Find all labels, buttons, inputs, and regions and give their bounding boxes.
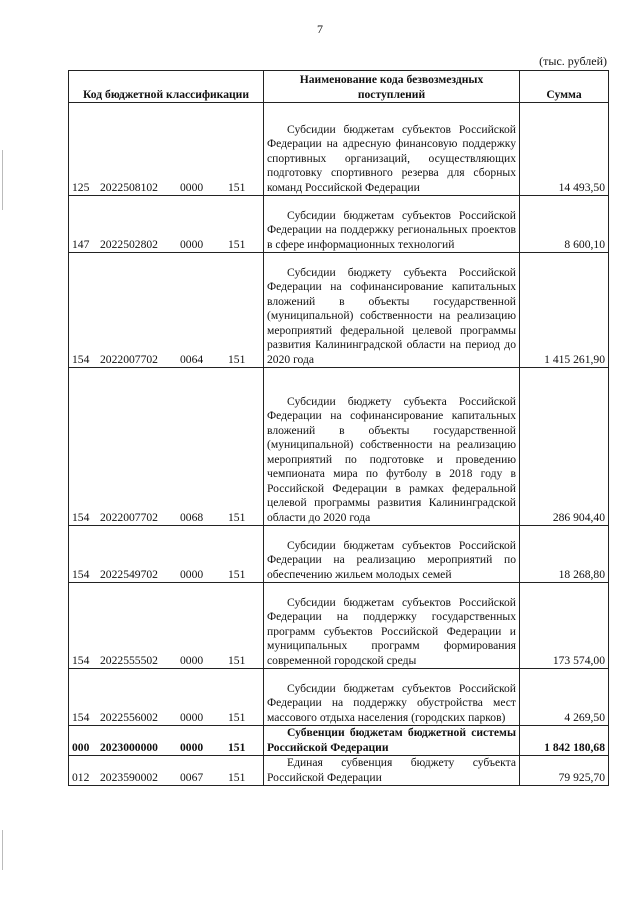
- code-program: 0068: [180, 510, 204, 524]
- item-amount: 14 493,50: [520, 103, 609, 196]
- budget-code: [69, 253, 264, 368]
- code-type: 2022007702: [100, 352, 158, 366]
- binding-mark: [2, 150, 3, 210]
- page-number: 7: [317, 22, 323, 36]
- item-amount: 4 269,50: [520, 669, 609, 726]
- header-name: Наименование кода безвозмездных поступлений: [264, 71, 520, 103]
- code-type: 2022502802: [100, 237, 158, 251]
- code-program: 0000: [180, 567, 204, 581]
- code-program: 0000: [180, 740, 204, 754]
- code-type: 2023000000: [100, 740, 158, 754]
- item-amount: 286 904,40: [520, 368, 609, 526]
- units-label: (тыс. рублей): [539, 54, 607, 68]
- budget-code: [69, 726, 264, 756]
- budget-code: [69, 669, 264, 726]
- code-admin: 147: [72, 237, 90, 251]
- item-name: [264, 583, 520, 669]
- item-name-text: Субсидии бюджетам субъектов Российской Федерации на поддержку региональных проектов в сфере информационных технологий: [267, 208, 516, 251]
- budget-code: [69, 103, 264, 196]
- item-name-text: Субсидии бюджету субъекта Российской Федерации на софинансирование капитальных вложений в объекты государственной (муниципальной) собственности на реализацию мероприятий по подготовке и проведению чемпионата мира по футболу в 2018 году в Российской Федерации в рамках федеральной целевой программы развития Калининградской области до 2020 года: [267, 394, 516, 524]
- code-program: 0067: [180, 770, 204, 784]
- code-economic: 151: [228, 710, 246, 724]
- header-amount: Сумма: [520, 71, 609, 103]
- table-row: [69, 583, 609, 669]
- code-economic: 151: [228, 770, 246, 784]
- item-name: [264, 526, 520, 583]
- binding-mark: [2, 830, 3, 870]
- item-name: [264, 253, 520, 368]
- item-amount: 79 925,70: [520, 756, 609, 786]
- item-amount: 173 574,00: [520, 583, 609, 669]
- item-amount: 18 268,80: [520, 526, 609, 583]
- code-admin: 154: [72, 710, 90, 724]
- table-row: [69, 103, 609, 196]
- table-row: [69, 526, 609, 583]
- table-row: [69, 726, 609, 756]
- code-economic: 151: [228, 740, 246, 754]
- code-economic: 151: [228, 510, 246, 524]
- item-name: [264, 103, 520, 196]
- item-name: [264, 726, 520, 756]
- code-program: 0000: [180, 237, 204, 251]
- code-type: 2023590002: [100, 770, 158, 784]
- item-name-text: Субвенции бюджетам бюджетной системы Российской Федерации: [267, 726, 516, 754]
- code-admin: 154: [72, 653, 90, 667]
- item-name-text: Субсидии бюджетам субъектов Российской Федерации на адресную финансовую поддержку спортивных организаций, осуществляющих подготовку спортивного резерва для сборных команд Российской Федерации: [267, 122, 516, 194]
- code-type: 2022549702: [100, 567, 158, 581]
- item-amount: 8 600,10: [520, 196, 609, 253]
- code-program: 0000: [180, 180, 204, 194]
- budget-code: [69, 368, 264, 526]
- item-name-text: Субсидии бюджетам субъектов Российской Федерации на поддержку обустройства мест массового отдыха населения (городских парков): [267, 681, 516, 724]
- code-economic: 151: [228, 237, 246, 251]
- table-header-row: [69, 71, 609, 103]
- code-type: 2022555502: [100, 653, 158, 667]
- code-economic: 151: [228, 352, 246, 366]
- item-name-text: Единая субвенция бюджету субъекта Российской Федерации: [267, 756, 516, 784]
- code-program: 0064: [180, 352, 204, 366]
- item-amount: 1 415 261,90: [520, 253, 609, 368]
- code-admin: 154: [72, 352, 90, 366]
- code-type: 2022556002: [100, 710, 158, 724]
- code-admin: 000: [72, 740, 90, 754]
- table-row: [69, 253, 609, 368]
- item-name: [264, 756, 520, 786]
- item-name: [264, 196, 520, 253]
- code-economic: 151: [228, 180, 246, 194]
- budget-code: [69, 196, 264, 253]
- budget-table: [68, 70, 609, 786]
- header-code: Код бюджетной классификации: [69, 71, 264, 103]
- code-admin: 154: [72, 567, 90, 581]
- code-program: 0000: [180, 710, 204, 724]
- code-admin: 012: [72, 770, 90, 784]
- table-row: [69, 756, 609, 786]
- budget-code: [69, 756, 264, 786]
- code-admin: 125: [72, 180, 90, 194]
- item-name-text: Субсидии бюджетам субъектов Российской Федерации на поддержку государственных программ субъектов Российской Федерации и муниципальных программ формирования современной городской среды: [267, 595, 516, 667]
- table-row: [69, 669, 609, 726]
- budget-code: [69, 583, 264, 669]
- code-type: 2022007702: [100, 510, 158, 524]
- item-amount: 1 842 180,68: [520, 726, 609, 756]
- item-name-text: Субсидии бюджетам субъектов Российской Федерации на реализацию мероприятий по обеспечению жильем молодых семей: [267, 538, 516, 581]
- item-name: [264, 669, 520, 726]
- code-program: 0000: [180, 653, 204, 667]
- budget-code: [69, 526, 264, 583]
- item-name: [264, 368, 520, 526]
- code-economic: 151: [228, 567, 246, 581]
- code-type: 2022508102: [100, 180, 158, 194]
- table-row: [69, 196, 609, 253]
- item-name-text: Субсидии бюджету субъекта Российской Федерации на софинансирование капитальных вложений в объекты государственной (муниципальной) собственности на реализацию мероприятий федеральной целевой программы развития Калининградской области на период до 2020 года: [267, 265, 516, 366]
- code-admin: 154: [72, 510, 90, 524]
- code-economic: 151: [228, 653, 246, 667]
- table-row: [69, 368, 609, 526]
